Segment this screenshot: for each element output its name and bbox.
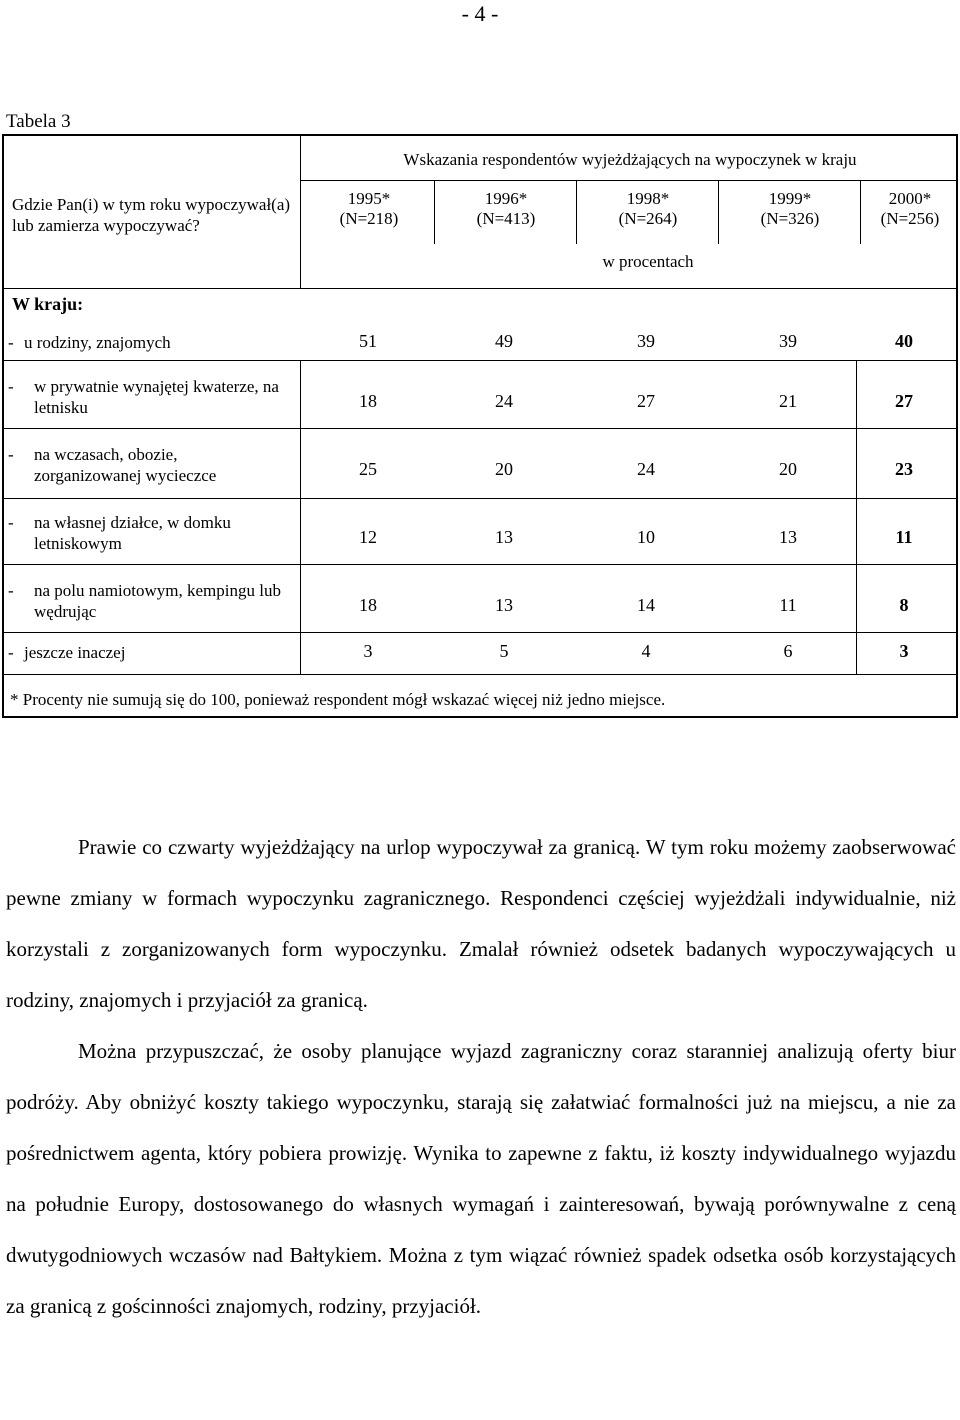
table-cell: 27 xyxy=(895,391,913,411)
table-row-label: - na własnej działce, w domku letniskowym xyxy=(8,513,231,553)
section-label: W kraju: xyxy=(12,294,84,314)
table-cell: 8 xyxy=(899,595,909,615)
table-row-label: - u rodziny, znajomych xyxy=(8,333,171,352)
col-header-1998: 1998* (N=264) xyxy=(618,189,678,228)
paragraph: Można przypuszczać, że osoby planujące wyjazd zagraniczny coraz staranniej analizują oferty biur podróży. Aby obniżyć koszty takiego wypoczynku, starają się załatwiać formalności już na miejscu, a nie za pośrednictwem agenta, który pobiera prowizję. Wynika to zapewne z faktu, iż koszty indywidualnego wyjazdu na południe Europy, dostosowanego do własnych wymagań i zainteresowań, bywają porównywalne z ceną dwutygodniowych wczasów nad Bałtykiem. Można z tym wiązać również spadek odsetka osób korzystających za granicą z gościnności znajomych, rodziny, przyjaciół. xyxy=(6,1039,956,1318)
divider xyxy=(860,180,861,244)
header-span: Wskazania respondentów wyjeżdżających na wypoczynek w kraju xyxy=(403,150,857,169)
table-row-label: - na polu namiotowym, kempingu lub wędrując xyxy=(8,581,281,621)
data-table xyxy=(2,134,958,718)
divider xyxy=(856,360,857,674)
col-header-1996: 1996* (N=413) xyxy=(476,189,536,228)
divider xyxy=(434,180,435,244)
table-cell: 6 xyxy=(783,641,793,661)
table-cell: 20 xyxy=(495,459,513,479)
table-cell: 3 xyxy=(363,641,373,661)
col-header-2000: 2000* (N=256) xyxy=(880,189,940,228)
divider xyxy=(4,564,958,565)
table-cell: 10 xyxy=(637,527,655,547)
divider xyxy=(4,288,958,289)
table-cell: 4 xyxy=(641,641,651,661)
divider xyxy=(4,632,958,633)
table-cell: 18 xyxy=(359,391,377,411)
table-cell: 27 xyxy=(637,391,655,411)
table-cell: 24 xyxy=(637,459,655,479)
divider xyxy=(4,498,958,499)
table-cell: 51 xyxy=(359,331,377,351)
table-cell: 13 xyxy=(779,527,797,547)
divider xyxy=(4,360,958,361)
table-cell: 25 xyxy=(359,459,377,479)
unit-label: w procentach xyxy=(602,252,694,271)
table-cell: 39 xyxy=(637,331,655,351)
table-cell: 24 xyxy=(495,391,513,411)
divider xyxy=(300,360,301,674)
divider xyxy=(718,180,719,244)
table-cell: 23 xyxy=(895,459,913,479)
table-cell: 3 xyxy=(899,641,909,661)
table-cell: 11 xyxy=(895,527,913,547)
table-row-label: - na wczasach, obozie, zorganizowanej wycieczce xyxy=(8,445,217,485)
body-text xyxy=(6,822,956,1332)
table-cell: 11 xyxy=(779,595,797,615)
table-cell: 40 xyxy=(895,331,913,351)
table-cell: 5 xyxy=(499,641,509,661)
table-row-label: - w prywatnie wynajętej kwaterze, na letnisku xyxy=(8,377,279,417)
table-cell: 18 xyxy=(359,595,377,615)
table-footnote: * Procenty nie sumują się do 100, ponieważ respondent mógł wskazać więcej niż jedno miejsce. xyxy=(10,690,666,709)
divider xyxy=(300,136,301,288)
divider xyxy=(4,428,958,429)
table-caption: Tabela 3 xyxy=(6,111,71,132)
page-number: - 4 - xyxy=(461,1,499,26)
col-header-1995: 1995* (N=218) xyxy=(339,189,399,228)
table-cell: 20 xyxy=(779,459,797,479)
table-row-label: - jeszcze inaczej xyxy=(8,643,126,662)
table-cell: 21 xyxy=(779,391,797,411)
table-cell: 39 xyxy=(779,331,797,351)
table-cell: 12 xyxy=(359,527,377,547)
table-cell: 13 xyxy=(495,595,513,615)
table-cell: 49 xyxy=(495,331,513,351)
divider xyxy=(576,180,577,244)
col-header-1999: 1999* (N=326) xyxy=(760,189,820,228)
table-cell: 13 xyxy=(495,527,513,547)
table-cell: 14 xyxy=(637,595,655,615)
question-cell: Gdzie Pan(i) w tym roku wypoczywał(a) lub zamierza wypoczywać? xyxy=(12,195,291,235)
divider xyxy=(4,674,958,675)
paragraph: Prawie co czwarty wyjeżdżający na urlop wypoczywał za granicą. W tym roku możemy zaobserwować pewne zmiany w formach wypoczynku zagranicznego. Respondenci częściej wyjeżdżali indywidualnie, niż korzystali z zorganizowanych form wypoczynku. Zmalał również odsetek badanych wypoczywających u rodziny, znajomych i przyjaciół za granicą. xyxy=(6,835,956,1012)
